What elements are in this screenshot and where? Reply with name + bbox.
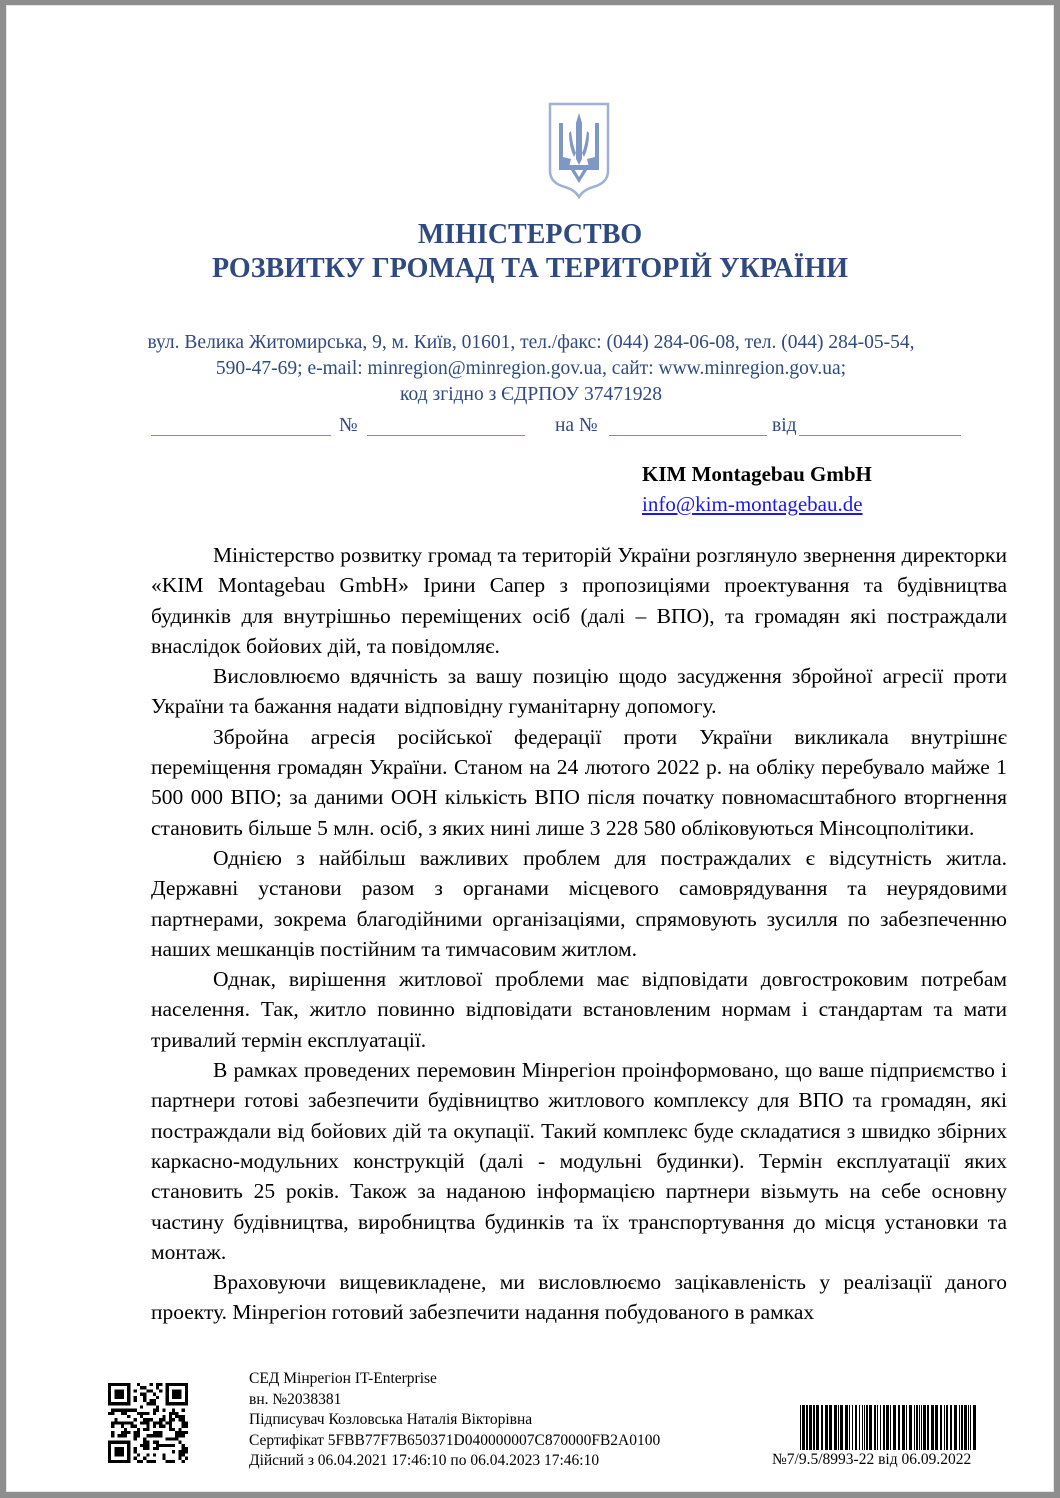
body-paragraph: В рамках проведених перемовин Мінрегіон проінформовано, що ваше підприємство і партнери готові забезпечити будівництво житлового комплексу для ВПО та громадян, які постраждали від бойових дій та окупації. Такий комплекс буде складатися з швидко збірних каркасно-модульних конструкцій (далі - модульні будинки). Термін експлуатації яких становить 25 років. Також за наданою інформацією партнери візьмуть на себе основну частину будівництва, виробництва будинків та їх транспортування до місця установки та монтаж.	[151, 1058, 1007, 1264]
body-paragraph: Враховуючи вищевикладене, ми висловлюємо зацікавленість у реалізації даного проекту. Мінрегіон готовий забезпечити надання побудованого в рамках	[151, 1270, 1007, 1325]
reply-number-blank	[609, 435, 767, 436]
certificate-id: Сертифікат 5FBB77F7B650371D040000007C870000FB2A0100	[249, 1431, 661, 1449]
barcode-icon	[800, 1405, 977, 1450]
address-line: 590-47-69; e-mail: minregion@minregion.gov.ua, сайт: www.minregion.gov.ua;	[215, 358, 847, 379]
signature-system: СЕД Мінрегіон IT-Enterprise	[249, 1370, 437, 1387]
body-paragraph: Однією з найбільш важливих проблем для постраждалих є відсутність житла. Державні установи разом з органами місцевого самоврядування та неурядовими партнерами, зокрема благодійними організаціями, спрямовують зусилля по забезпеченню наших мешканців постійним та тимчасовим житлом.	[151, 845, 1007, 961]
outgoing-number-blank	[367, 435, 525, 436]
from-label: від	[772, 415, 797, 436]
reply-date-blank	[799, 435, 961, 436]
registration-line	[151, 415, 963, 441]
outgoing-date-blank	[151, 435, 331, 436]
registration-number: №7/9.5/8993-22 від 06.09.2022	[772, 1451, 972, 1468]
body-paragraph: Збройна агресія російської федерації проти України викликала внутрішнє переміщення громадян України. Станом на 24 лютого 2022 р. на обліку перебувало майже 1 500 000 ВПО; за даними ООН кількість ВПО після початку повномасштабного вторгнення становить більше 5 млн. осіб, з яких нині лише 3 228 580 обліковуються Мінсоцполітики.	[151, 724, 1007, 840]
coat-of-arms-icon	[547, 101, 611, 199]
recipient-name: KIM Montagebau GmbH	[642, 462, 872, 486]
ministry-address	[0, 330, 1060, 408]
reply-to-label: на №	[555, 415, 598, 436]
qr-code-icon	[108, 1373, 188, 1473]
number-label: №	[339, 415, 358, 436]
body-paragraph: Міністерство розвитку громад та територій України розглянуло звернення директорки «KIM Montagebau GmbH» Ірини Сапер з пропозиціями проектування та будівництва будинків для внутрішньо переміщених осіб (далі – ВПО), та громадян які постраждали внаслідок бойових дій, та повідомляє.	[151, 543, 1007, 658]
address-line: вул. Велика Житомирська, 9, м. Київ, 01601, тел./факс: (044) 284-06-08, тел. (044) 284-05-54,	[147, 332, 915, 353]
signer-name: Підписувач Козловська Наталія Вікторівна	[249, 1411, 533, 1428]
body-paragraph: Однак, вирішення житлової проблеми має відповідати довгостроковим потребам населення. Так, житло повинно відповідати встановленим нормам і стандартам та мати тривалий термін експлуатації.	[151, 967, 1007, 1052]
internal-number: вн. №2038381	[249, 1390, 342, 1408]
body-paragraph: Висловлюємо вдячність за вашу позицію щодо засудження збройної агресії проти України та бажання надати відповідну гуманітарну допомогу.	[151, 664, 1007, 719]
document-page	[6, 5, 1054, 1492]
address-line: код згідно з ЄДРПОУ 37471928	[400, 384, 662, 405]
ministry-title-line2: РОЗВИТКУ ГРОМАД ТА ТЕРИТОРІЙ УКРАЇНИ	[211, 253, 848, 284]
ministry-title-line1: МІНІСТЕРСТВО	[417, 219, 643, 250]
e-signature-info	[249, 1369, 660, 1472]
certificate-validity: Дійсний з 06.04.2021 17:46:10 по 06.04.2023 17:46:10	[249, 1452, 600, 1469]
recipient-email-link[interactable]: info@kim-montagebau.de	[642, 492, 863, 516]
letter-body	[151, 540, 1007, 1328]
recipient-block	[642, 459, 872, 519]
